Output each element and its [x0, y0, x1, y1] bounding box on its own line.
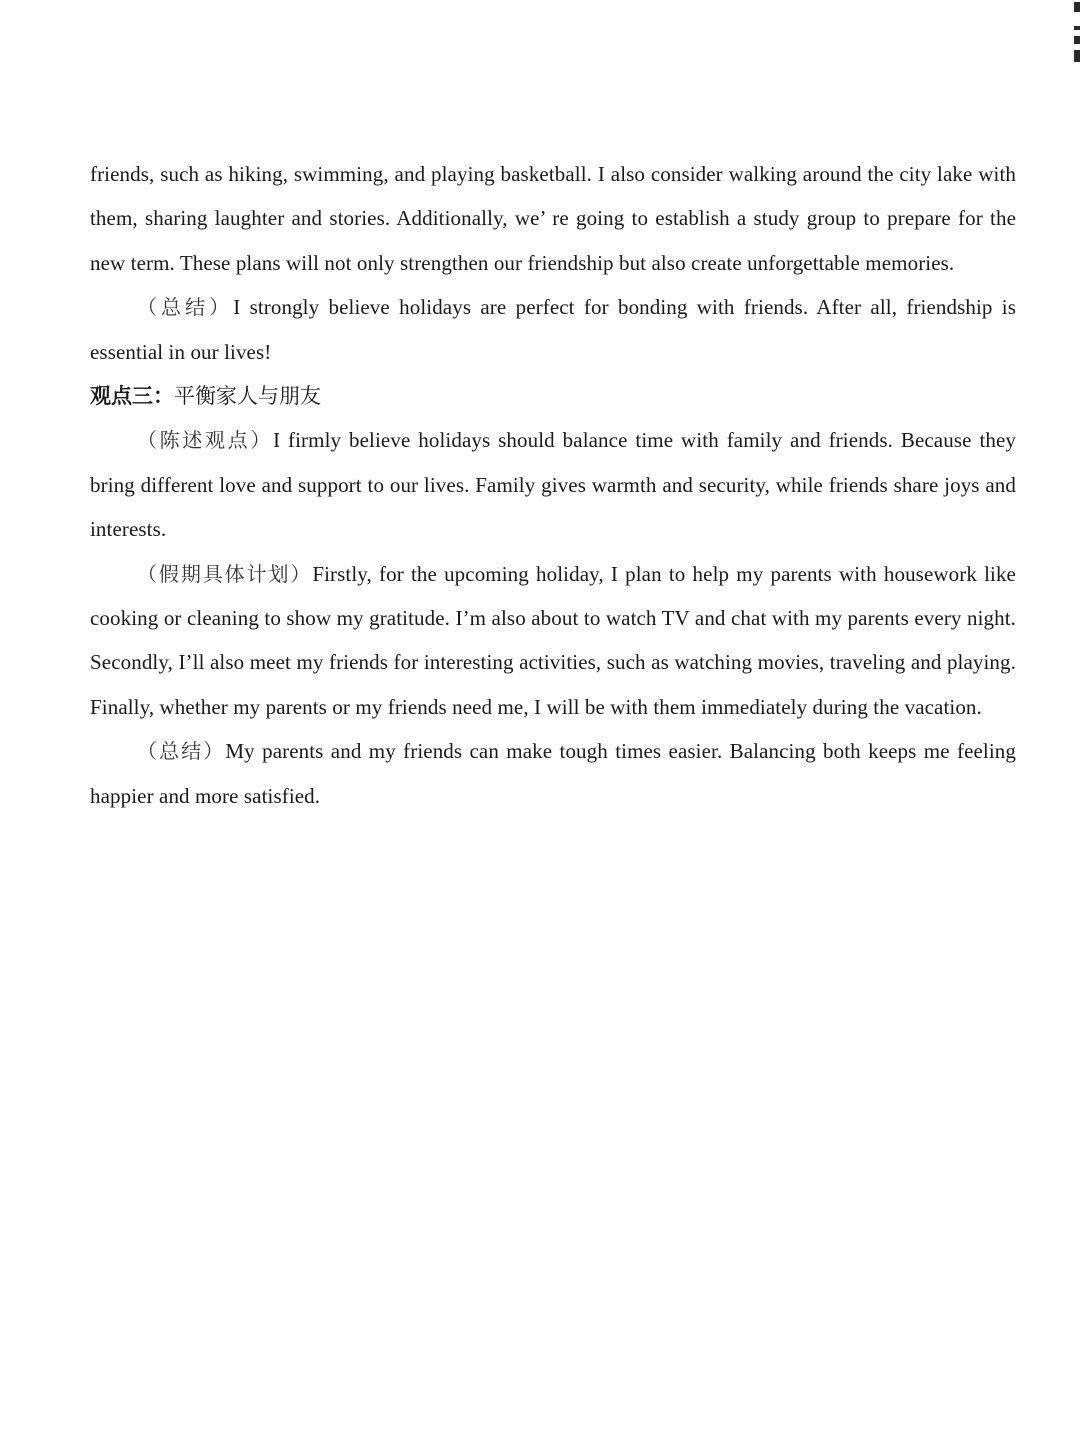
paragraph-text: I firmly believe holidays should balance time with family and friends. Because they bring different love and support to our lives. Family gives warmth and security, while friends share joys and interests. [90, 428, 1016, 542]
paragraph-summary-friends [90, 285, 1016, 374]
section-tag: （假期具体计划） [137, 561, 313, 586]
paragraph-state-view [90, 418, 1016, 551]
paragraph-text: My parents and my friends can make tough times easier. Balancing both keeps me feeling happier and more satisfied. [90, 739, 1016, 808]
paragraph-holiday-plan [90, 552, 1016, 730]
paragraph-friends-plans [90, 152, 1016, 285]
section-tag: （总结） [137, 295, 234, 320]
paragraph-text: friends, such as hiking, swimming, and playing basketball. I also consider walking around the city lake with them, sharing laughter and stories. Additionally, we’ re going to establish a study group to prepare for the new term. These plans will not only strengthen our friendship but also create unforgettable memories. [90, 162, 1016, 275]
section-heading-label: 观点三： [90, 384, 174, 409]
paragraph-text: I strongly believe holidays are perfect for bonding with friends. After all, friendship is essential in our lives! [90, 295, 1016, 364]
paragraph-summary-balance [90, 729, 1016, 818]
document-page [90, 152, 1016, 818]
section-tag: （总结） [137, 739, 226, 764]
page-edge-mark [1072, 0, 1080, 62]
section-heading-title: 平衡家人与朋友 [174, 384, 321, 409]
section-heading [90, 374, 1016, 418]
paragraph-text: Firstly, for the upcoming holiday, I plan to help my parents with housework like cooking or cleaning to show my gratitude. I’m also about to watch TV and chat with my parents every night. Secondly, I’ll also meet my friends for interesting activities, such as watching movies, traveling and playing. Finally, whether my parents or my friends need me, I will be with them immediately during the vacation. [90, 561, 1016, 719]
section-tag: （陈述观点） [137, 428, 274, 453]
